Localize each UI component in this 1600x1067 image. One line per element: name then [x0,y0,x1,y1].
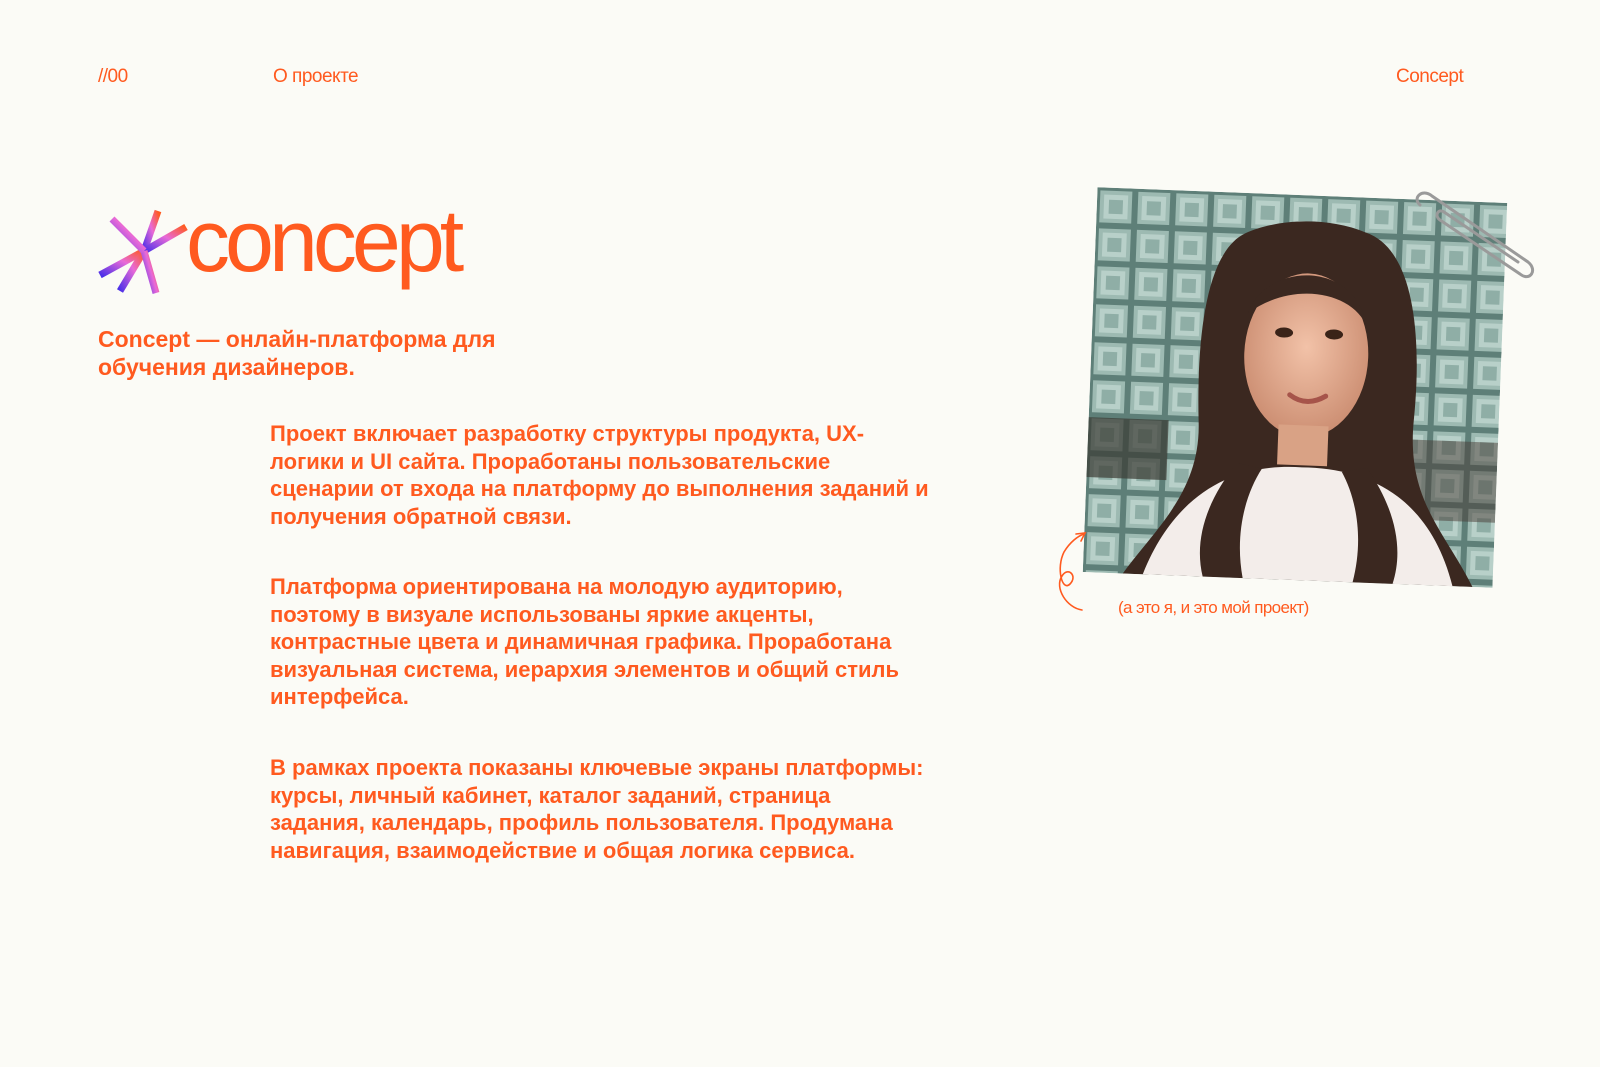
intro-lead: Concept — онлайн-платформа для обучения дизайнеров. [98,326,496,380]
concept-logo [98,191,518,305]
section-title: О проекте [273,66,359,87]
photo-caption: (а это я, и это мой проект) [1118,598,1309,617]
paperclip-icon [1410,190,1540,280]
paragraph-3: В рамках проекта показаны ключевые экраны платформы: курсы, личный кабинет, каталог заданий, страница задания, календарь, профиль пользователя. Продумана навигация, взаимодействие и общая логика сервиса. [270,755,924,863]
paragraph-2: Платформа ориентирована на молодую аудиторию, поэтому в визуале использованы яркие акценты, контрастные цвета и динамичная графика. Проработана визуальная система, иерархия элементов и общий стиль интерфейса. [270,574,900,709]
curly-arrow-icon [1052,528,1112,618]
page-index: //00 [98,66,128,87]
starburst-logo-icon [98,205,190,297]
paragraph-1: Проект включает разработку структуры продукта, UX-логики и UI сайта. Проработаны пользовательские сценарии от входа на платформу до выполнения заданий и получения обратной связи. [270,421,929,529]
brand-label: Concept [1396,66,1464,87]
logo-wordmark: concept [186,191,460,290]
